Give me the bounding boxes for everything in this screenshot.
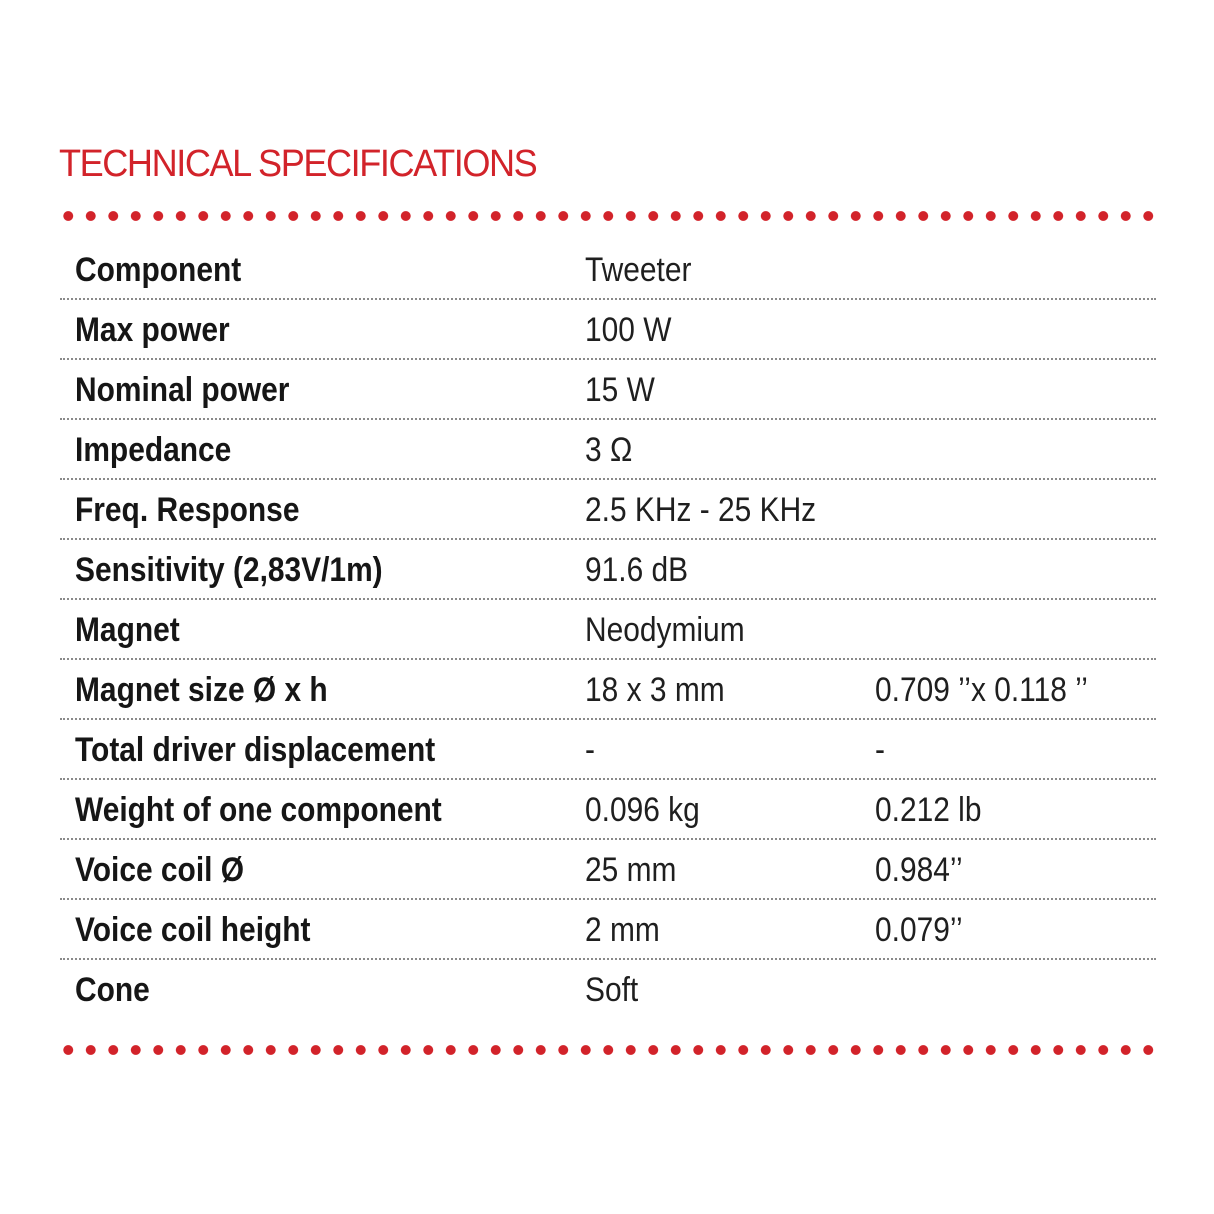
spec-metric-value: 0.096 kg (585, 791, 700, 829)
table-row (60, 720, 1156, 780)
spec-metric-value: 2.5 KHz - 25 KHz (585, 491, 817, 529)
spec-metric-value: 2 mm (585, 911, 660, 949)
spec-label: Max power (75, 311, 230, 349)
spec-label: Voice coil Ø (75, 851, 245, 889)
table-row (60, 420, 1156, 480)
spec-label: Magnet size Ø x h (75, 671, 328, 709)
table-row (60, 840, 1156, 900)
table-row (60, 360, 1156, 420)
spec-label: Cone (75, 971, 150, 1009)
spec-label: Weight of one component (75, 791, 442, 829)
spec-metric-value: 18 x 3 mm (585, 671, 725, 709)
spec-label: Magnet (75, 611, 180, 649)
table-row (60, 240, 1156, 300)
table-row (60, 300, 1156, 360)
table-row (60, 540, 1156, 600)
dotted-divider-top (57, 209, 1159, 223)
dotted-divider-bottom (57, 1043, 1159, 1057)
table-row (60, 960, 1156, 1020)
table-row (60, 600, 1156, 660)
spec-label: Impedance (75, 431, 232, 469)
spec-metric-value: 15 W (585, 371, 655, 409)
spec-metric-value: Tweeter (585, 251, 692, 289)
spec-label: Component (75, 251, 242, 289)
spec-label: Nominal power (75, 371, 290, 409)
spec-metric-value: 91.6 dB (585, 551, 689, 589)
spec-imperial-value: 0.984’’ (875, 851, 963, 889)
spec-imperial-value: 0.709 ’’x 0.118 ’’ (875, 671, 1088, 709)
spec-label: Sensitivity (2,83V/1m) (75, 551, 383, 589)
table-row (60, 780, 1156, 840)
spec-imperial-value: - (875, 731, 885, 769)
spec-metric-value: 100 W (585, 311, 672, 349)
spec-metric-value: 3 Ω (585, 431, 633, 469)
table-row (60, 660, 1156, 720)
table-row (60, 480, 1156, 540)
spec-imperial-value: 0.212 lb (875, 791, 982, 829)
specs-table (60, 240, 1156, 1020)
spec-label: Voice coil height (75, 911, 311, 949)
spec-metric-value: Soft (585, 971, 639, 1009)
spec-label: Total driver displacement (75, 731, 436, 769)
spec-label: Freq. Response (75, 491, 300, 529)
spec-metric-value: 25 mm (585, 851, 677, 889)
page-title: TECHNICAL SPECIFICATIONS (59, 143, 537, 185)
spec-metric-value: - (585, 731, 595, 769)
spec-metric-value: Neodymium (585, 611, 745, 649)
spec-imperial-value: 0.079’’ (875, 911, 963, 949)
table-row (60, 900, 1156, 960)
